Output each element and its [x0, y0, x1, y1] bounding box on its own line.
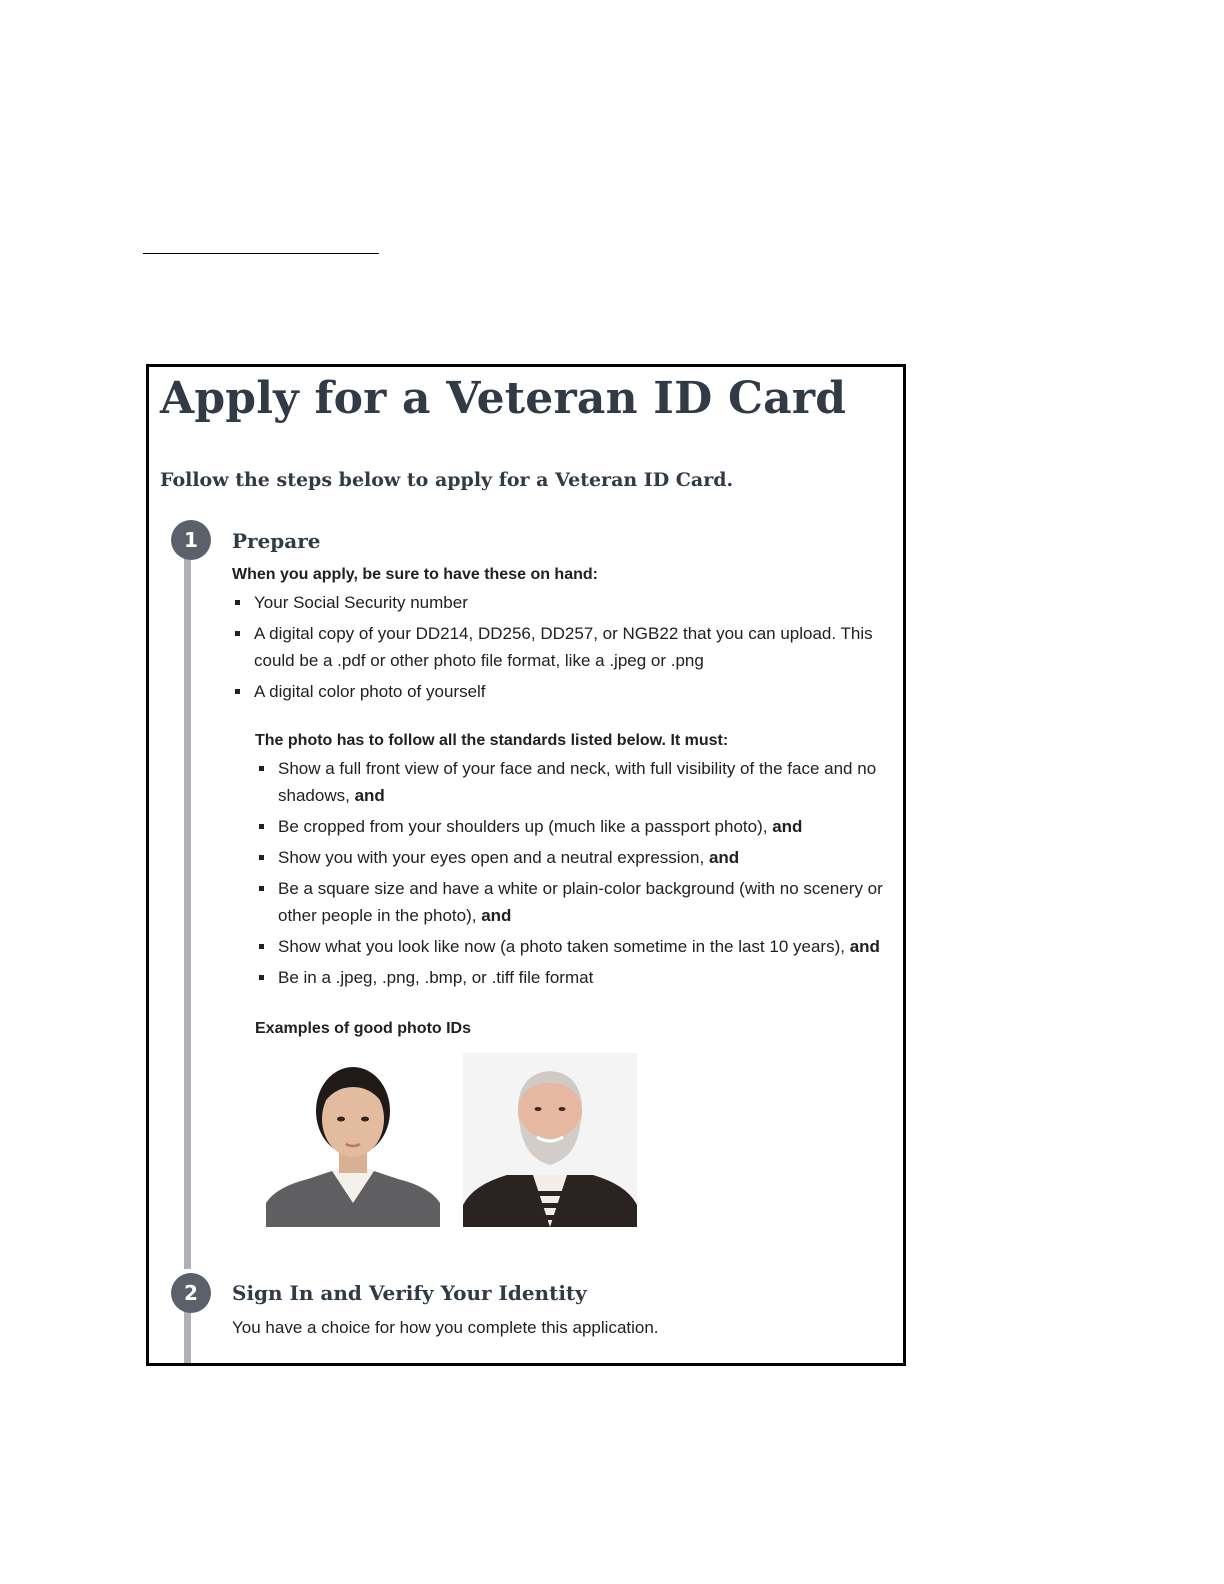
list-item — [256, 844, 896, 871]
list-item-text: Be a square size and have a white or plain-color background (with no scenery or other people in the photo), — [278, 879, 883, 925]
step-2-description: You have a choice for how you complete this application. — [232, 1318, 659, 1337]
photo-standards-list — [256, 755, 896, 995]
step-1-rail — [184, 557, 191, 1269]
list-item-text: Be in a .jpeg, .png, .bmp, or .tiff file format — [278, 968, 594, 987]
bullet-icon — [235, 600, 240, 605]
list-item-suffix: and — [481, 906, 512, 925]
bullet-icon — [235, 689, 240, 694]
screenshot-frame — [146, 364, 906, 1366]
bullet-icon — [259, 944, 264, 949]
bullet-icon — [259, 975, 264, 980]
list-item-text: Your Social Security number — [254, 593, 468, 612]
bullet-icon — [235, 631, 240, 636]
intro-text: Follow the steps below to apply for a Veteran ID Card. — [160, 469, 734, 491]
requirements-list — [232, 589, 892, 709]
step-1-subheading: When you apply, be sure to have these on hand: — [232, 566, 598, 583]
list-item-suffix: and — [849, 937, 880, 956]
list-item-text: A digital color photo of yourself — [254, 682, 486, 701]
list-item-suffix: and — [354, 786, 385, 805]
list-item-text: Show a full front view of your face and neck, with full visibility of the face and no shadows, — [278, 759, 877, 805]
woman-headshot-photo — [266, 1053, 440, 1227]
bullet-icon — [259, 855, 264, 860]
list-item-text: Be cropped from your shoulders up (much like a passport photo), — [278, 817, 768, 836]
top-divider-line — [143, 253, 379, 254]
list-item — [256, 755, 896, 809]
list-item — [232, 620, 892, 674]
step-1-heading: Prepare — [232, 529, 321, 553]
bullet-icon — [259, 886, 264, 891]
bullet-icon — [259, 824, 264, 829]
list-item — [232, 678, 892, 705]
step-2-heading: Sign In and Verify Your Identity — [232, 1281, 587, 1305]
list-item-text: Show you with your eyes open and a neutral expression, — [278, 848, 705, 867]
list-item — [256, 933, 896, 960]
list-item — [256, 875, 896, 929]
list-item-text: A digital copy of your DD214, DD256, DD257, or NGB22 that you can upload. This could be a .pdf or other photo file format, like a .jpeg or .png — [254, 624, 873, 670]
list-item-suffix: and — [708, 848, 740, 867]
step-2-number-badge: 2 — [171, 1273, 211, 1313]
list-item-suffix: and — [772, 817, 803, 836]
list-item — [256, 813, 896, 840]
step-1-number-badge: 1 — [171, 520, 211, 560]
photo-standards-heading: The photo has to follow all the standards listed below. It must: — [255, 732, 729, 749]
list-item-text: Show what you look like now (a photo taken sometime in the last 10 years), — [278, 937, 845, 956]
examples-heading: Examples of good photo IDs — [255, 1020, 472, 1037]
woman-headshot-image — [266, 1053, 440, 1227]
page-title: Apply for a Veteran ID Card — [160, 373, 847, 424]
bearded-man-headshot-photo — [463, 1053, 637, 1227]
bearded-man-headshot-image — [463, 1053, 637, 1227]
step-2-rail — [184, 1307, 191, 1366]
example-photos — [266, 1053, 638, 1227]
list-item — [232, 589, 892, 616]
list-item — [256, 964, 896, 991]
bullet-icon — [259, 766, 264, 771]
